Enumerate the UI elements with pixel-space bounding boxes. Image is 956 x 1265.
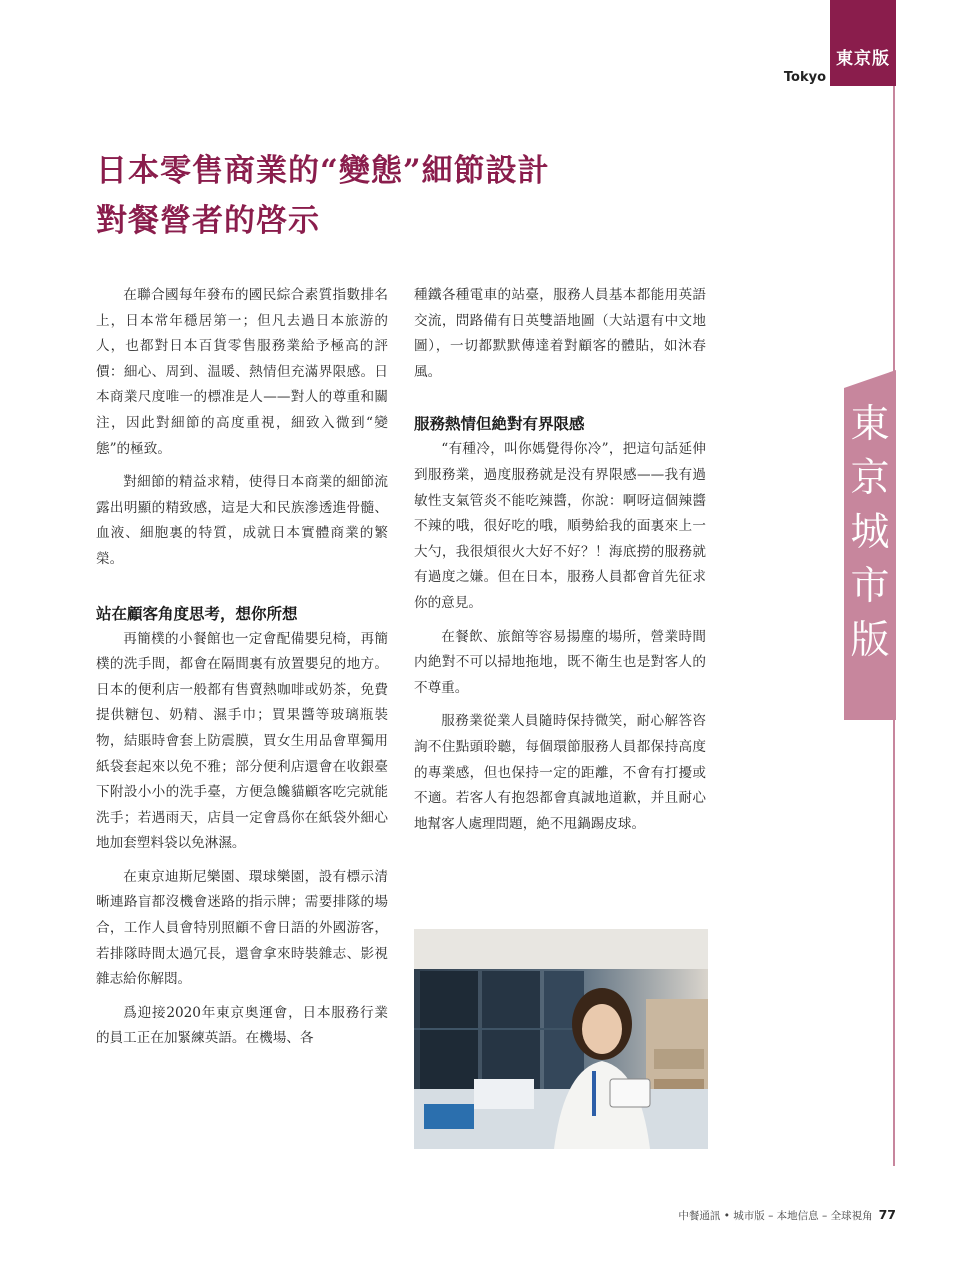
paragraph: 服務業從業人員隨時保持微笑，耐心解答咨詢不住點頭聆聽，每個環節服務人員都保持高度的專業感，但也保持一定的距離，不會有打擾或不適。若客人有抱怨都會真誠地道歉，并且耐心地幫客人處理問題，絶不甩鍋踢皮球。 [414,713,706,832]
right-column [414,283,706,837]
section-heading: 站在顧客角度思考，想你所想 [96,604,298,623]
left-column [96,283,388,1052]
paragraph: 種鐵各種電車的站臺，服務人員基本都能用英語交流，問路備有日英雙語地圖（大站還有中文地圖），一切都默默傳達着對顧客的體貼，如沐春風。 [414,287,706,380]
paragraph: 在聯合國每年發布的國民綜合素質指數排名上，日本常年穩居第一；但凡去過日本旅游的人，也都對日本百貨零售服務業給予極高的評價：細心、周到、温暖、熱情但充滿界限感。日本商業尺度唯一的標准是人——對人的尊重和關注，因此對細節的高度重視，細致入微到“變態”的極致。 [96,287,388,457]
paragraph: 對細節的精益求精，使得日本商業的細節流露出明顯的精致感，這是大和民族滲透進骨髓、血液、細胞裏的特質，成就日本實體商業的繁榮。 [96,474,388,567]
edition-tab [830,0,896,86]
edition-tab-english: Tokyo [783,70,826,85]
paragraph: 再簡樸的小餐館也一定會配備嬰兒椅，再簡樸的洗手間，都會在隔間裏有放置嬰兒的地方。日本的便利店一般都有售賣熱咖啡或奶茶，免費提供糖包、奶精、濕手巾；買果醬等玻璃瓶裝物，結賬時會套上防震膜，買女生用品會單獨用紙袋套起來以免不雅；部分便利店還會在收銀臺下附設小小的洗手臺，方便急饞貓顧客吃完就能洗手；若遇雨天，店員一定會爲你在紙袋外細心地加套塑料袋以免淋濕。 [96,630,388,852]
page-footer [560,1207,896,1223]
paragraph: “有種冷，叫你媽覺得你冷”，把這句話延伸到服務業，過度服務就是没有界限感——我有過敏性支氣管炎不能吃辣醬，你說：啊呀這個辣醬不辣的哦，很好吃的哦，順勢給我的面裏來上一大勺，我很煩很火大好不好？！海底撈的服務就有過度之嫌。但在日本，服務人員都會首先征求你的意見。 [414,441,706,611]
article-title [96,146,716,246]
edition-tab-label: 東京版 [836,49,890,69]
side-flag-text: 東京城市版 [850,402,890,663]
paragraph: 爲迎接2020年東京奥運會，日本服務行業的員工正在加緊練英語。在機場、各 [96,1004,388,1047]
section-heading: 服務熱情但絶對有界限感 [414,415,585,434]
article-title-line-2: 對餐營者的啓示 [96,203,320,239]
article-title-line-1: 日本零售商業的“變態”細節設計 [96,153,550,189]
paragraph: 在餐飲、旅館等容易揚塵的場所，營業時間内絶對不可以掃地拖地，既不衛生也是對客人的不尊重。 [414,628,706,696]
woman-with-tablet-photo [414,929,708,1149]
footer-text: 中餐通訊 • 城市版 – 本地信息 – 全球視角 [678,1210,873,1222]
page-number: 77 [878,1207,896,1222]
paragraph: 在東京迪斯尼樂園、環球樂園，設有標示清晰連路盲都沒機會迷路的指示牌；需要排隊的場合，工作人員會特別照顧不會日語的外國游客，若排隊時間太過冗長，還會拿來時裝雜志、影視雜志給你解悶。 [96,868,388,988]
